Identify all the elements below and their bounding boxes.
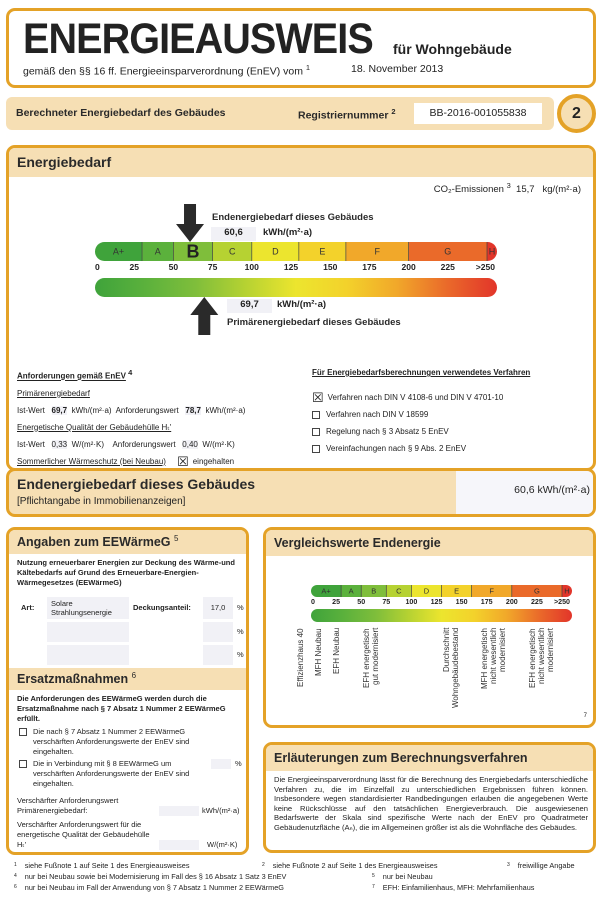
tick-label: >250	[475, 262, 495, 272]
verfahren-option[interactable]	[312, 406, 592, 423]
document-subtitle: für Wohngebäude	[393, 41, 512, 57]
endenergie-summary	[6, 468, 596, 517]
tick-label: 75	[382, 598, 391, 606]
checkbox[interactable]	[19, 728, 27, 736]
registration-label-text: Registriernummer	[298, 109, 389, 122]
co2-value: 15,7	[516, 184, 535, 196]
ht-title: Energetische Qualität der Gebäudehülle Hₜ'	[17, 422, 172, 432]
tick-label: >250	[553, 598, 570, 606]
footnote-text: nur bei Neubau sowie bei Modernisierung im Fall des § 16 Absatz 1 Satz 3 EnEV	[24, 872, 287, 881]
energy-scale	[9, 148, 593, 348]
regulation-label: gemäß den §§ 16 ff. Energieeinsparverordnung (EnEV) vom	[23, 65, 303, 78]
class-label-A+: A+	[321, 586, 331, 596]
ersatz-ht-field[interactable]	[159, 840, 199, 850]
info-band	[6, 97, 554, 130]
footnote-number: 6	[14, 884, 17, 890]
anforderungen-title	[17, 364, 309, 385]
gradient-bar	[95, 278, 497, 297]
footnote-number: 4	[14, 873, 17, 879]
erlaeuterungen-section	[263, 742, 596, 853]
footnote-ref: 6	[131, 671, 137, 680]
anforderungen-block	[17, 364, 309, 470]
tick-label: 25	[332, 598, 341, 606]
header-box	[6, 8, 596, 88]
footnote	[262, 861, 437, 870]
unit: kWh/(m²·a)	[205, 405, 246, 415]
footnote	[507, 861, 575, 870]
page-number-badge	[557, 94, 596, 133]
unit: W/(m²·K)	[202, 439, 235, 449]
class-label-G: G	[533, 586, 540, 596]
eewaermeg-section	[6, 527, 249, 855]
class-label-A: A	[154, 246, 161, 257]
primaer-ist-value: 69,7	[51, 405, 68, 415]
footnote-text: EFH: Einfamilienhaus, MFH: Mehrfamilienhaus	[382, 883, 535, 892]
verfahren-label: Verfahren nach DIN V 18599	[326, 410, 429, 420]
percent-sign: %	[237, 627, 244, 636]
footnote-number: 3	[507, 862, 510, 868]
ersatz-ht-label: Verschärfter Anforderungswert für die energetische Qualität der Gebäudehülle Hₜ'	[17, 820, 150, 849]
reference-label: EFH Neubau	[332, 628, 341, 675]
art-value-empty[interactable]	[47, 645, 129, 665]
document-title: ENERGIEAUSWEIS	[23, 15, 373, 63]
footnote-text: freiwillige Angabe	[517, 861, 575, 870]
ist-label: Ist-Wert	[17, 405, 45, 415]
footnote-ref: 4	[128, 368, 133, 377]
primaerenergie-unit: kWh/(m²·a)	[277, 299, 327, 310]
footnote-ref: 5	[173, 534, 179, 543]
art-label: Art:	[21, 603, 35, 612]
ersatz-intro: Die Anforderungen des EEWärmeG werden durch die Ersatzmaßnahme nach § 7 Absatz 1 Nummer 2 EEWärmeG erfüllt.	[17, 694, 226, 723]
verfahren-block	[312, 364, 592, 457]
class-label-B: B	[371, 586, 377, 596]
footnote-text: siehe Fußnote 1 auf Seite 1 des Energieausweises	[24, 861, 190, 870]
tick-label: 150	[455, 598, 468, 606]
footnote-number: 7	[372, 884, 375, 890]
verfahren-title: Für Energiebedarfsberechnungen verwendetes Verfahren	[312, 368, 531, 377]
endenergie-summary-value: 60,6 kWh/(m²·a)	[456, 471, 596, 514]
checkbox[interactable]	[19, 760, 27, 768]
reference-label: Durchschnitt Wohngebäudebestand	[442, 628, 460, 709]
erlaeuterung-text: Die Energieeinsparverordnung lässt für die Berechnung des Energiebedarfs unterschiedliche Verfahren zu, die im Einzelfall zu unterschiedlichen Ergebnissen führen können. Insbesondere wegen standardisierter Randbedingungen erlauben die angegebenen Werte keine Rückschlüsse auf den tatsächlichen Energieverbrauch. Die ausgewiesenen Bedarfswerte der Skala sind spezifische Werte nach der EnEV pro Quadratmeter Gebäudenutzfläche (Aₙ), die im Allgemeinen größer ist als die Wohnfläche des Gebäudes.	[274, 775, 588, 832]
checkbox[interactable]	[312, 411, 320, 419]
class-label-G: G	[444, 246, 452, 257]
eewaermeg-intro: Nutzung erneuerbarer Energien zur Deckung des Wärme-und Kältebedarfs auf Grund des Erneuerbare-Energien-Wärmegesetzes (EEWärmeG)	[17, 558, 235, 587]
tick-label: 225	[440, 262, 455, 272]
checked-x-icon[interactable]: ☒	[312, 390, 324, 406]
endenergie-title: Endenergiebedarf dieses Gebäudes	[17, 476, 256, 492]
tick-label: 50	[357, 598, 366, 606]
footnote-text: nur bei Neubau im Fall der Anwendung von § 7 Absatz 1 Nummer 2 EEWärmeG	[24, 883, 284, 892]
tick-label: 125	[430, 598, 443, 606]
registration-number: BB-2016-001055838	[414, 103, 542, 124]
tick-label: 50	[168, 262, 179, 272]
class-label-B: B	[186, 241, 200, 262]
verfahren-option[interactable]	[312, 440, 592, 457]
checked-x-icon[interactable]: ☒	[177, 454, 189, 470]
ersatz-prim-label: Verschärfter Anforderungswert Primärenergiebedarf:	[17, 796, 119, 815]
art-value: Solare Strahlungsenergie	[47, 597, 129, 619]
deckung-value-empty[interactable]	[203, 622, 233, 642]
primaer-row	[17, 402, 309, 419]
tick-label: 225	[530, 598, 543, 606]
footnote	[14, 883, 284, 892]
class-label-C: C	[396, 586, 402, 596]
class-label-D: D	[272, 246, 279, 257]
footnote-number: 5	[372, 873, 375, 879]
verfahren-label: Verfahren nach DIN V 4108-6 und DIN V 4701-10	[327, 393, 504, 402]
percent-sign: %	[237, 650, 244, 659]
percent-sign: %	[235, 759, 242, 768]
footnote-text: nur bei Neubau	[382, 872, 433, 881]
anf-label: Anforderungswert	[115, 405, 179, 415]
regulation-text	[23, 63, 310, 78]
tick-label: 75	[207, 262, 218, 272]
class-label-A: A	[348, 586, 354, 596]
tick-label: 200	[505, 598, 518, 606]
sommer-label: Sommerlicher Wärmeschutz (bei Neubau)	[17, 456, 166, 466]
deckung-label: Deckungsanteil:	[133, 603, 191, 612]
page-number: 2	[572, 105, 581, 122]
tick-label: 175	[362, 262, 377, 272]
footnote-number: 1	[14, 862, 17, 868]
band-label: Berechneter Energiebedarf des Gebäudes	[16, 107, 226, 119]
tick-label: 0	[95, 262, 100, 272]
ht-row	[17, 436, 309, 453]
unit: W/(m²·K)	[71, 439, 104, 449]
option-text: Die in Verbindung mit § 8 EEWärmeG um verschärften Anforderungswerte der EnEV sind eingehalten.	[33, 759, 190, 788]
deckung-value: 17,0	[203, 597, 233, 619]
tick-label: 25	[129, 262, 139, 272]
endenergie-arrow-label: Endenergiebedarf dieses Gebäudes	[212, 212, 374, 223]
endenergie-unit: kWh/(m²·a)	[263, 227, 313, 238]
eewaermeg-title-text: Angaben zum EEWärmeG	[17, 535, 171, 550]
class-label-A+: A+	[112, 246, 125, 257]
class-label-F: F	[374, 246, 380, 257]
art-value-empty[interactable]	[47, 622, 129, 642]
sommer-status: eingehalten	[192, 456, 235, 466]
co2-unit: kg/(m²·a)	[542, 184, 581, 196]
registration-label	[298, 107, 396, 122]
reference-label: EFH energetisch nicht wesentlich modernisiert	[528, 628, 555, 688]
tick-label: 200	[401, 262, 416, 272]
footnote	[372, 883, 534, 892]
ersatz-pct-field[interactable]	[211, 759, 231, 769]
checkbox[interactable]	[312, 445, 320, 453]
class-label-D: D	[423, 586, 430, 596]
option-text: Die nach § 7 Absatz 1 Nummer 2 EEWärmeG verschärften Anforderungswerte der EnEV sind eingehalten.	[33, 727, 190, 756]
footnote-ref: 3	[506, 181, 511, 190]
energiebedarf-section	[6, 145, 596, 471]
ersatz-option-1	[19, 727, 244, 757]
tick-label: 100	[244, 262, 259, 272]
primaerenergie-arrow-label: Primärenergiebedarf dieses Gebäudes	[227, 317, 401, 328]
gradient-bar	[311, 609, 572, 622]
regulation-date: 18. November 2013	[351, 63, 444, 75]
class-label-E: E	[454, 586, 460, 596]
reference-label: EFH energetisch gut modernisiert	[362, 628, 380, 688]
primaerenergie-value: 69,7	[227, 299, 272, 313]
verfahren-option[interactable]	[312, 423, 592, 440]
ersatz-title-text: Ersatzmaßnahmen	[17, 672, 129, 687]
ht-ist-value: 0,33	[51, 439, 68, 449]
tick-label: 150	[323, 262, 338, 272]
footnote-text: siehe Fußnote 2 auf Seite 1 des Energieausweises	[272, 861, 438, 870]
footnote-ref: 1	[305, 63, 311, 72]
footnote	[14, 861, 189, 870]
unit: kWh/(m²·a)	[71, 405, 112, 415]
endenergie-note: [Pflichtangabe in Immobilienanzeigen]	[17, 496, 186, 507]
anf-label: Anforderungswert	[112, 439, 176, 449]
anforderungen-title-text: Anforderungen gemäß EnEV	[17, 371, 126, 381]
tick-label: 175	[480, 598, 493, 606]
primaerenergie-arrow-icon	[190, 297, 218, 335]
primaer-title: Primärenergiebedarf	[17, 388, 90, 398]
ist-label: Ist-Wert	[17, 439, 45, 449]
class-label-F: F	[489, 586, 495, 596]
co2-label: CO₂-Emissionen	[433, 184, 504, 196]
tick-label: 100	[405, 598, 418, 606]
class-label-H: H	[564, 586, 570, 596]
comparison-scale	[266, 530, 593, 630]
reference-label: Effizienzhaus 40	[296, 628, 305, 687]
percent-sign: %	[237, 603, 244, 612]
endenergie-value: 60,6	[211, 227, 256, 241]
erlaeuterung-title: Erläuterungen zum Berechnungsverfahren	[274, 751, 528, 765]
ersatz-prim-field[interactable]	[159, 806, 199, 816]
footnote-ref: 7	[583, 713, 587, 719]
ht-anf-value: 0,40	[182, 439, 198, 449]
ersatz-title	[17, 671, 136, 686]
footnote	[14, 872, 286, 881]
primaer-anf-value: 78,7	[185, 405, 201, 415]
reference-label: MFH Neubau	[314, 628, 323, 676]
endenergie-arrow-icon	[176, 204, 204, 242]
reference-label: MFH energetisch nicht wesentlich modernisiert	[480, 628, 507, 689]
checkbox[interactable]	[312, 428, 320, 436]
ersatz-option-2	[19, 759, 209, 789]
deckung-value-empty[interactable]	[203, 645, 233, 665]
ersatz-prim-unit: kWh/(m²·a)	[202, 806, 240, 815]
vergleich-title: Vergleichswerte Endenergie	[274, 536, 441, 550]
class-label-C: C	[228, 246, 236, 257]
class-label-H: H	[488, 246, 496, 257]
tick-label: 0	[311, 598, 315, 606]
footnote	[372, 872, 433, 881]
class-label-E: E	[319, 246, 326, 257]
vergleichswerte-section	[263, 527, 596, 728]
section-title: Energiebedarf	[17, 154, 112, 170]
footnote-number: 2	[262, 862, 265, 868]
ersatz-ht-unit: W/(m²·K)	[207, 840, 238, 849]
verfahren-option[interactable]	[312, 389, 592, 406]
verfahren-label: Vereinfachungen nach § 9 Abs. 2 EnEV	[326, 444, 467, 454]
tick-label: 125	[283, 262, 299, 272]
footnote-ref: 2	[391, 107, 396, 116]
eewaermeg-title	[17, 534, 178, 549]
verfahren-label: Regelung nach § 3 Absatz 5 EnEV	[326, 427, 449, 437]
